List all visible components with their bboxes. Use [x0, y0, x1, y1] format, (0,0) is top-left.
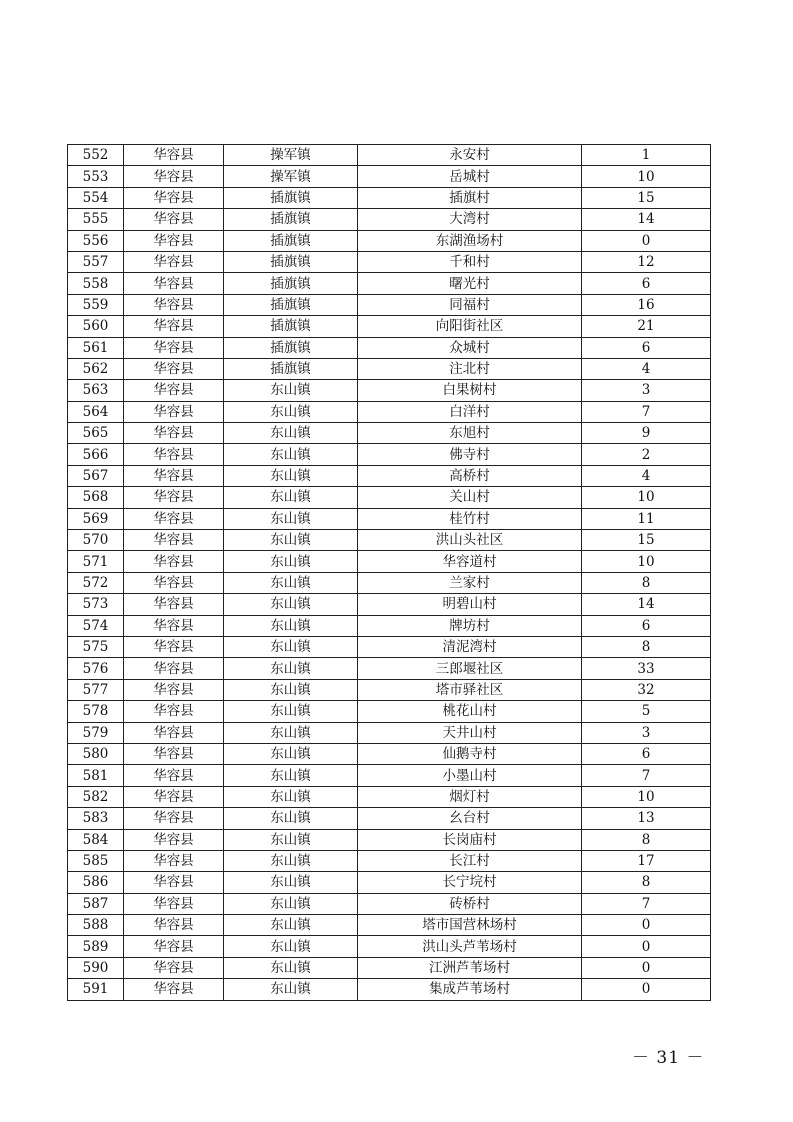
table-row	[68, 294, 711, 315]
cell-village: 千和村	[358, 251, 582, 272]
cell-village: 砖桥村	[358, 893, 582, 914]
cell-county: 华容县	[124, 316, 224, 337]
cell-county: 华容县	[124, 209, 224, 230]
cell-county: 华容县	[124, 294, 224, 315]
cell-town: 东山镇	[224, 465, 358, 486]
table-row	[68, 808, 711, 829]
cell-number: 575	[68, 636, 124, 657]
table-row	[68, 615, 711, 636]
cell-village: 集成芦苇场村	[358, 979, 582, 1000]
table-row	[68, 487, 711, 508]
table-row	[68, 166, 711, 187]
cell-number: 561	[68, 337, 124, 358]
cell-count: 0	[582, 936, 711, 957]
cell-number: 562	[68, 358, 124, 379]
table-row	[68, 915, 711, 936]
cell-county: 华容县	[124, 423, 224, 444]
cell-number: 558	[68, 273, 124, 294]
table-row	[68, 230, 711, 251]
cell-town: 东山镇	[224, 979, 358, 1000]
cell-county: 华容县	[124, 530, 224, 551]
cell-village: 长岗庙村	[358, 829, 582, 850]
cell-number: 576	[68, 658, 124, 679]
cell-count: 15	[582, 530, 711, 551]
cell-number: 586	[68, 872, 124, 893]
cell-number: 578	[68, 701, 124, 722]
cell-village: 桃花山村	[358, 701, 582, 722]
cell-town: 东山镇	[224, 594, 358, 615]
cell-county: 华容县	[124, 273, 224, 294]
cell-town: 东山镇	[224, 636, 358, 657]
cell-number: 556	[68, 230, 124, 251]
cell-number: 583	[68, 808, 124, 829]
table-row	[68, 957, 711, 978]
cell-village: 佛寺村	[358, 444, 582, 465]
cell-village: 华容道村	[358, 551, 582, 572]
cell-town: 东山镇	[224, 786, 358, 807]
cell-county: 华容县	[124, 465, 224, 486]
cell-town: 东山镇	[224, 658, 358, 679]
cell-village: 向阳街社区	[358, 316, 582, 337]
table-row	[68, 423, 711, 444]
cell-count: 8	[582, 572, 711, 593]
cell-village: 同福村	[358, 294, 582, 315]
cell-village: 塔市驿社区	[358, 679, 582, 700]
cell-town: 东山镇	[224, 401, 358, 422]
cell-count: 12	[582, 251, 711, 272]
cell-number: 566	[68, 444, 124, 465]
cell-village: 明碧山村	[358, 594, 582, 615]
cell-county: 华容县	[124, 166, 224, 187]
cell-county: 华容县	[124, 487, 224, 508]
cell-number: 553	[68, 166, 124, 187]
cell-number: 581	[68, 765, 124, 786]
cell-village: 东旭村	[358, 423, 582, 444]
cell-number: 590	[68, 957, 124, 978]
cell-county: 华容县	[124, 786, 224, 807]
table-row	[68, 380, 711, 401]
cell-town: 东山镇	[224, 957, 358, 978]
cell-town: 东山镇	[224, 679, 358, 700]
cell-number: 564	[68, 401, 124, 422]
table-row	[68, 743, 711, 764]
cell-county: 华容县	[124, 679, 224, 700]
cell-county: 华容县	[124, 615, 224, 636]
cell-town: 插旗镇	[224, 187, 358, 208]
cell-village: 天井山村	[358, 722, 582, 743]
cell-town: 东山镇	[224, 530, 358, 551]
cell-count: 16	[582, 294, 711, 315]
cell-count: 8	[582, 872, 711, 893]
cell-count: 13	[582, 808, 711, 829]
cell-town: 东山镇	[224, 743, 358, 764]
cell-county: 华容县	[124, 230, 224, 251]
cell-number: 554	[68, 187, 124, 208]
cell-county: 华容县	[124, 701, 224, 722]
table-row	[68, 572, 711, 593]
cell-village: 幺台村	[358, 808, 582, 829]
cell-number: 585	[68, 850, 124, 871]
cell-county: 华容县	[124, 401, 224, 422]
cell-count: 8	[582, 636, 711, 657]
table-row	[68, 551, 711, 572]
table-row	[68, 444, 711, 465]
cell-village: 注北村	[358, 358, 582, 379]
cell-county: 华容县	[124, 187, 224, 208]
cell-count: 11	[582, 508, 711, 529]
cell-count: 0	[582, 957, 711, 978]
cell-town: 东山镇	[224, 615, 358, 636]
cell-county: 华容县	[124, 551, 224, 572]
cell-town: 东山镇	[224, 701, 358, 722]
cell-village: 白洋村	[358, 401, 582, 422]
cell-number: 565	[68, 423, 124, 444]
cell-village: 洪山头芦苇场村	[358, 936, 582, 957]
cell-town: 东山镇	[224, 872, 358, 893]
cell-village: 插旗村	[358, 187, 582, 208]
cell-county: 华容县	[124, 808, 224, 829]
cell-number: 584	[68, 829, 124, 850]
cell-village: 仙鹅寺村	[358, 743, 582, 764]
table-row	[68, 465, 711, 486]
cell-number: 574	[68, 615, 124, 636]
cell-village: 高桥村	[358, 465, 582, 486]
table-row	[68, 829, 711, 850]
cell-county: 华容县	[124, 722, 224, 743]
cell-number: 577	[68, 679, 124, 700]
cell-county: 华容县	[124, 636, 224, 657]
cell-count: 9	[582, 423, 711, 444]
table-row	[68, 401, 711, 422]
cell-county: 华容县	[124, 145, 224, 166]
cell-county: 华容县	[124, 850, 224, 871]
cell-town: 插旗镇	[224, 358, 358, 379]
table-row	[68, 358, 711, 379]
table-row	[68, 658, 711, 679]
cell-number: 570	[68, 530, 124, 551]
cell-village: 曙光村	[358, 273, 582, 294]
cell-county: 华容县	[124, 444, 224, 465]
cell-count: 14	[582, 209, 711, 230]
cell-town: 东山镇	[224, 915, 358, 936]
cell-town: 插旗镇	[224, 316, 358, 337]
cell-county: 华容县	[124, 594, 224, 615]
cell-county: 华容县	[124, 743, 224, 764]
cell-count: 5	[582, 701, 711, 722]
cell-count: 2	[582, 444, 711, 465]
cell-county: 华容县	[124, 508, 224, 529]
cell-town: 操军镇	[224, 145, 358, 166]
cell-town: 操军镇	[224, 166, 358, 187]
cell-county: 华容县	[124, 936, 224, 957]
cell-town: 东山镇	[224, 551, 358, 572]
cell-number: 572	[68, 572, 124, 593]
cell-number: 557	[68, 251, 124, 272]
cell-town: 插旗镇	[224, 294, 358, 315]
cell-number: 589	[68, 936, 124, 957]
cell-count: 6	[582, 743, 711, 764]
cell-village: 东湖渔场村	[358, 230, 582, 251]
cell-count: 10	[582, 551, 711, 572]
cell-count: 15	[582, 187, 711, 208]
cell-count: 6	[582, 337, 711, 358]
cell-count: 3	[582, 722, 711, 743]
data-table	[67, 144, 711, 1001]
cell-number: 568	[68, 487, 124, 508]
cell-count: 6	[582, 615, 711, 636]
cell-count: 3	[582, 380, 711, 401]
cell-village: 牌坊村	[358, 615, 582, 636]
table-row	[68, 187, 711, 208]
cell-count: 21	[582, 316, 711, 337]
cell-county: 华容县	[124, 658, 224, 679]
cell-town: 东山镇	[224, 893, 358, 914]
cell-county: 华容县	[124, 572, 224, 593]
cell-town: 东山镇	[224, 765, 358, 786]
table-row	[68, 636, 711, 657]
cell-town: 东山镇	[224, 508, 358, 529]
cell-county: 华容县	[124, 979, 224, 1000]
cell-count: 7	[582, 401, 711, 422]
cell-village: 岳城村	[358, 166, 582, 187]
table-row	[68, 145, 711, 166]
table-row	[68, 209, 711, 230]
cell-number: 580	[68, 743, 124, 764]
table-row	[68, 701, 711, 722]
cell-county: 华容县	[124, 765, 224, 786]
cell-village: 关山村	[358, 487, 582, 508]
cell-count: 7	[582, 893, 711, 914]
cell-town: 东山镇	[224, 380, 358, 401]
cell-town: 东山镇	[224, 487, 358, 508]
table-row	[68, 594, 711, 615]
cell-town: 插旗镇	[224, 273, 358, 294]
cell-count: 17	[582, 850, 711, 871]
cell-village: 三郎堰社区	[358, 658, 582, 679]
table-row	[68, 786, 711, 807]
cell-number: 573	[68, 594, 124, 615]
cell-county: 华容县	[124, 872, 224, 893]
cell-village: 小墨山村	[358, 765, 582, 786]
table-body	[68, 145, 711, 1001]
cell-count: 0	[582, 979, 711, 1000]
cell-count: 32	[582, 679, 711, 700]
cell-number: 563	[68, 380, 124, 401]
cell-village: 大湾村	[358, 209, 582, 230]
cell-number: 569	[68, 508, 124, 529]
cell-village: 永安村	[358, 145, 582, 166]
cell-number: 567	[68, 465, 124, 486]
cell-number: 559	[68, 294, 124, 315]
cell-town: 东山镇	[224, 572, 358, 593]
cell-village: 江洲芦苇场村	[358, 957, 582, 978]
cell-village: 洪山头社区	[358, 530, 582, 551]
cell-count: 14	[582, 594, 711, 615]
cell-count: 4	[582, 358, 711, 379]
cell-village: 桂竹村	[358, 508, 582, 529]
cell-town: 东山镇	[224, 423, 358, 444]
cell-county: 华容县	[124, 829, 224, 850]
cell-town: 插旗镇	[224, 337, 358, 358]
cell-town: 东山镇	[224, 850, 358, 871]
table-row	[68, 936, 711, 957]
cell-town: 东山镇	[224, 444, 358, 465]
cell-village: 白果树村	[358, 380, 582, 401]
cell-count: 10	[582, 786, 711, 807]
cell-town: 东山镇	[224, 808, 358, 829]
cell-count: 4	[582, 465, 711, 486]
cell-county: 华容县	[124, 957, 224, 978]
table-row	[68, 872, 711, 893]
cell-count: 6	[582, 273, 711, 294]
table-row	[68, 765, 711, 786]
cell-count: 8	[582, 829, 711, 850]
cell-number: 560	[68, 316, 124, 337]
cell-town: 插旗镇	[224, 230, 358, 251]
table-row	[68, 530, 711, 551]
cell-town: 插旗镇	[224, 251, 358, 272]
table-row	[68, 508, 711, 529]
cell-count: 1	[582, 145, 711, 166]
cell-count: 0	[582, 915, 711, 936]
cell-number: 591	[68, 979, 124, 1000]
cell-village: 众城村	[358, 337, 582, 358]
cell-county: 华容县	[124, 915, 224, 936]
cell-village: 长宁垸村	[358, 872, 582, 893]
cell-number: 579	[68, 722, 124, 743]
cell-town: 东山镇	[224, 829, 358, 850]
cell-village: 烟灯村	[358, 786, 582, 807]
cell-count: 7	[582, 765, 711, 786]
table-row	[68, 850, 711, 871]
cell-village: 清泥湾村	[358, 636, 582, 657]
page-number: － 31 －	[632, 1048, 705, 1068]
cell-village: 兰家村	[358, 572, 582, 593]
cell-county: 华容县	[124, 380, 224, 401]
cell-village: 塔市国营林场村	[358, 915, 582, 936]
table-row	[68, 316, 711, 337]
cell-county: 华容县	[124, 893, 224, 914]
cell-number: 552	[68, 145, 124, 166]
table-row	[68, 273, 711, 294]
cell-town: 东山镇	[224, 936, 358, 957]
cell-county: 华容县	[124, 251, 224, 272]
cell-number: 582	[68, 786, 124, 807]
cell-number: 587	[68, 893, 124, 914]
table-row	[68, 251, 711, 272]
cell-county: 华容县	[124, 337, 224, 358]
table-row	[68, 893, 711, 914]
cell-count: 0	[582, 230, 711, 251]
cell-count: 10	[582, 487, 711, 508]
cell-number: 588	[68, 915, 124, 936]
table-row	[68, 979, 711, 1000]
cell-county: 华容县	[124, 358, 224, 379]
table-row	[68, 337, 711, 358]
cell-count: 10	[582, 166, 711, 187]
cell-number: 571	[68, 551, 124, 572]
cell-village: 长江村	[358, 850, 582, 871]
cell-number: 555	[68, 209, 124, 230]
cell-count: 33	[582, 658, 711, 679]
cell-town: 插旗镇	[224, 209, 358, 230]
cell-town: 东山镇	[224, 722, 358, 743]
table-row	[68, 722, 711, 743]
table-row	[68, 679, 711, 700]
